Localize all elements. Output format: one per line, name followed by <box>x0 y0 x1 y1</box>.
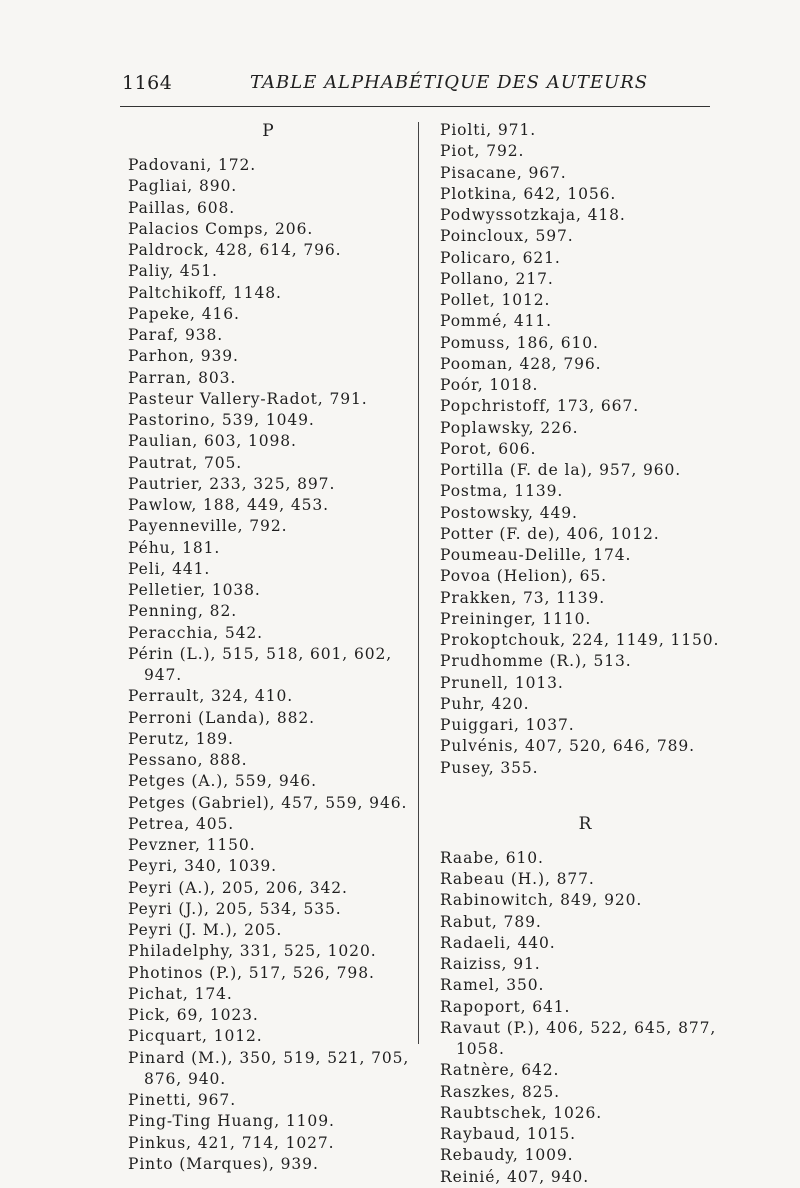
index-entry: Pautrier, 233, 325, 897. <box>128 474 336 493</box>
index-entry: Pautrat, 705. <box>128 453 243 472</box>
running-title: TABLE ALPHABÉTIQUE DES AUTEURS <box>250 72 649 93</box>
index-entry: Peyri (J.), 205, 534, 535. <box>128 899 342 918</box>
index-entry: Poplawsky, 226. <box>440 418 579 437</box>
index-entry: Paldrock, 428, 614, 796. <box>128 241 342 259</box>
index-entry: Prunell, 1013. <box>440 673 564 692</box>
index-entry: Perroni (Landa), 882. <box>128 708 315 727</box>
index-entry: Pick, 69, 1023. <box>128 1006 259 1024</box>
index-entry: Philadelphy, 331, 525, 1020. <box>128 942 377 961</box>
index-entry: Ratnère, 642. <box>440 1061 560 1080</box>
index-entry: Paillas, 608. <box>128 198 236 217</box>
page-number: 1164 <box>122 72 173 94</box>
index-entry: Rapoport, 641. <box>440 997 571 1016</box>
index-entry: Pelletier, 1038. <box>128 581 261 599</box>
index-entry: Perutz, 189. <box>128 729 234 748</box>
index-entry: Rabeau (H.), 877. <box>440 870 595 888</box>
index-entry: Périn (L.), 515, 518, 601, 602, <box>128 644 393 663</box>
index-entry: Pinetti, 967. <box>128 1091 237 1109</box>
index-entry-continuation: 947. <box>144 666 183 684</box>
index-entry: Paraf, 938. <box>128 326 224 344</box>
entry-list <box>440 848 730 1188</box>
index-entry: Policaro, 621. <box>440 248 561 267</box>
section-heading-r: R <box>578 813 592 834</box>
index-entry: Raszkes, 825. <box>440 1082 560 1101</box>
index-entry: Picquart, 1012. <box>128 1027 263 1046</box>
index-entry: Pinkus, 421, 714, 1027. <box>128 1133 335 1152</box>
index-entry: Raubtschek, 1026. <box>440 1103 603 1122</box>
index-entry: Preininger, 1110. <box>440 609 592 628</box>
index-entry: Reinié, 407, 940. <box>440 1167 590 1186</box>
index-entry: Podwyssotzkaja, 418. <box>440 206 626 224</box>
index-entry: Puhr, 420. <box>440 694 530 713</box>
index-entry: Peyri (A.), 205, 206, 342. <box>128 878 348 897</box>
index-entry: Ramel, 350. <box>440 976 545 995</box>
index-entry: Paliy, 451. <box>128 262 218 281</box>
index-entry: Ravaut (P.), 406, 522, 645, 877, <box>440 1018 717 1037</box>
index-entry: Ping-Ting Huang, 1109. <box>128 1112 335 1131</box>
index-entry: Potter (F. de), 406, 1012. <box>440 524 660 543</box>
index-entry: Palacios Comps, 206. <box>128 219 314 238</box>
index-entry: Postma, 1139. <box>440 482 564 501</box>
index-entry-continuation: 1058. <box>456 1040 505 1058</box>
index-entry: Pulvénis, 407, 520, 646, 789. <box>440 737 695 756</box>
index-entry: Perrault, 324, 410. <box>128 687 294 706</box>
index-entry: Povoa (Helion), 65. <box>440 567 608 586</box>
index-entry: Paulian, 603, 1098. <box>128 432 297 451</box>
index-entry: Pichat, 174. <box>128 984 233 1003</box>
index-entry: Poumeau-Delille, 174. <box>440 546 632 564</box>
index-entry: Payenneville, 792. <box>128 517 288 536</box>
index-entry: Petrea, 405. <box>128 814 235 833</box>
entry-list <box>440 120 730 779</box>
index-entry: Poincloux, 597. <box>440 227 574 246</box>
index-entry: Parran, 803. <box>128 368 237 387</box>
index-entry: Pooman, 428, 796. <box>440 354 602 373</box>
index-entry: Parhon, 939. <box>128 347 239 366</box>
index-entry: Prakken, 73, 1139. <box>440 588 606 607</box>
index-entry: Pomuss, 186, 610. <box>440 333 599 352</box>
index-entry: Postowsky, 449. <box>440 503 578 522</box>
index-entry: Porot, 606. <box>440 439 537 458</box>
index-entry: Padovani, 172. <box>128 156 257 174</box>
index-entry: Raybaud, 1015. <box>440 1125 576 1143</box>
index-entry: Puiggari, 1037. <box>440 716 575 734</box>
index-entry: Pessano, 888. <box>128 751 248 769</box>
index-entry: Pommé, 411. <box>440 312 552 331</box>
index-entry: Pisacane, 967. <box>440 163 567 182</box>
index-entry: Pawlow, 188, 449, 453. <box>128 496 330 514</box>
index-entry: Peyri, 340, 1039. <box>128 857 277 876</box>
index-entry: Penning, 82. <box>128 602 238 621</box>
index-entry: Paltchikoff, 1148. <box>128 283 282 302</box>
index-entry-continuation: 876, 940. <box>144 1069 227 1088</box>
index-entry: Piot, 792. <box>440 142 525 161</box>
index-entry: Prudhomme (R.), 513. <box>440 652 632 671</box>
index-entry: Popchristoff, 173, 667. <box>440 397 640 416</box>
column-divider <box>418 122 419 1044</box>
index-entry: Peracchia, 542. <box>128 623 263 642</box>
index-entry: Pinard (M.), 350, 519, 521, 705, <box>128 1048 410 1067</box>
entry-list <box>128 155 408 1175</box>
index-entry: Pusey, 355. <box>440 758 539 777</box>
index-entry: Pollet, 1012. <box>440 291 551 309</box>
index-entry: Peyri (J. M.), 205. <box>128 921 283 939</box>
right-column <box>440 120 730 1188</box>
index-entry: Petges (Gabriel), 457, 559, 946. <box>128 793 408 812</box>
index-entry: Pollano, 217. <box>440 269 554 288</box>
index-entry: Péhu, 181. <box>128 538 221 557</box>
index-entry: Rabinowitch, 849, 920. <box>440 891 643 910</box>
index-entry: Raiziss, 91. <box>440 955 541 973</box>
index-entry: Pevzner, 1150. <box>128 836 256 854</box>
index-entry: Pagliai, 890. <box>128 177 238 196</box>
index-entry: Photinos (P.), 517, 526, 798. <box>128 963 375 982</box>
index-entry: Papeke, 416. <box>128 304 240 323</box>
index-entry: Rebaudy, 1009. <box>440 1146 574 1165</box>
index-entry: Pinto (Marques), 939. <box>128 1154 319 1173</box>
section-heading-p: P <box>262 121 274 141</box>
index-entry: Radaeli, 440. <box>440 933 556 952</box>
header-rule <box>120 106 710 107</box>
index-entry: Petges (A.), 559, 946. <box>128 772 317 791</box>
index-entry: Piolti, 971. <box>440 121 537 139</box>
index-entry: Portilla (F. de la), 957, 960. <box>440 461 682 479</box>
index-entry: Poór, 1018. <box>440 376 539 394</box>
index-entry: Raabe, 610. <box>440 848 544 867</box>
index-entry: Rabut, 789. <box>440 912 542 931</box>
index-entry: Pastorino, 539, 1049. <box>128 411 315 429</box>
index-entry: Prokoptchouk, 224, 1149, 1150. <box>440 631 720 649</box>
index-entry: Peli, 441. <box>128 559 211 578</box>
index-entry: Plotkina, 642, 1056. <box>440 184 617 203</box>
left-column <box>128 120 408 1175</box>
index-entry: Pasteur Vallery-Radot, 791. <box>128 389 368 408</box>
